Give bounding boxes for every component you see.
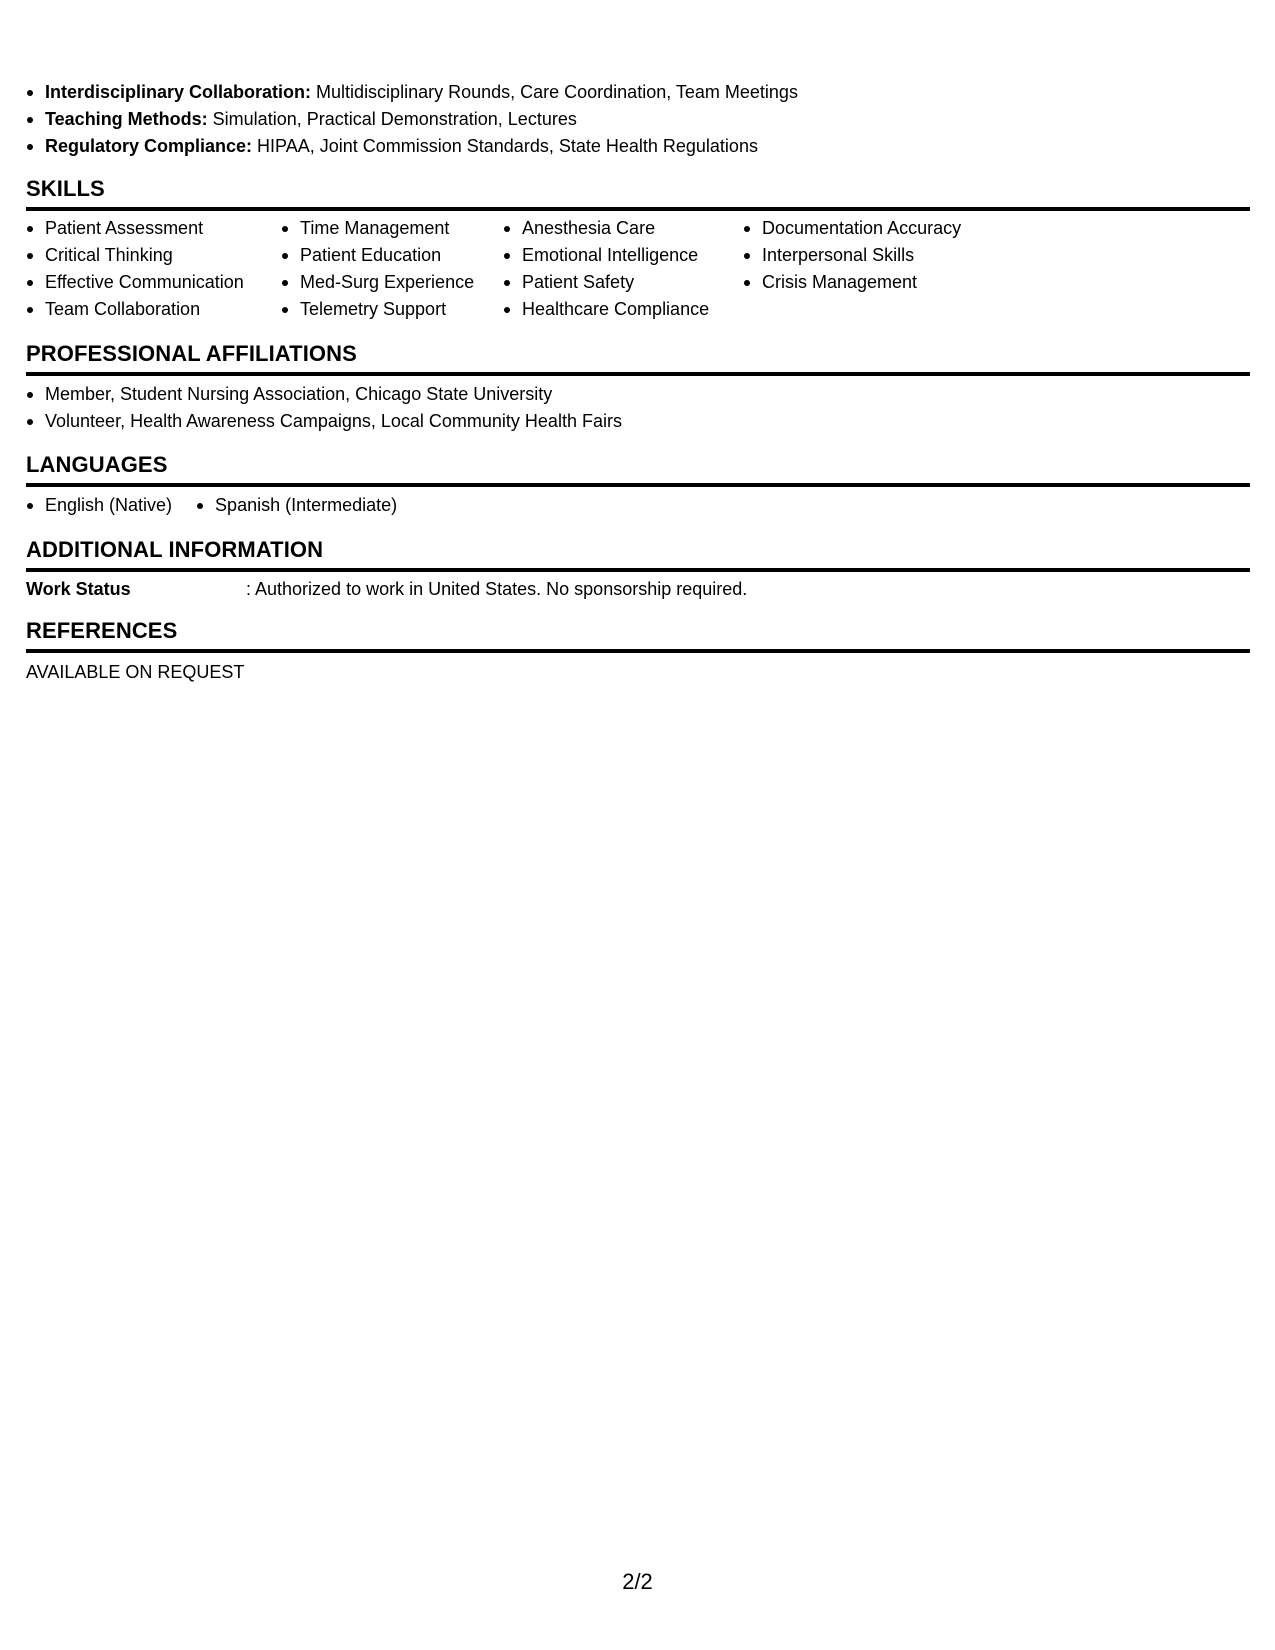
skill-item: Documentation Accuracy (743, 215, 1003, 242)
affiliation-item: Member, Student Nursing Association, Chicago State University (26, 381, 1250, 408)
skill-item: Patient Assessment (26, 215, 281, 242)
section-title-skills: SKILLS (26, 175, 1250, 211)
affiliations-list (26, 381, 1250, 435)
item-term: Interdisciplinary Collaboration: (45, 82, 312, 102)
item-text: Simulation, Practical Demonstration, Lectures (207, 109, 577, 129)
skill-item: Patient Education (281, 242, 503, 269)
page-number: 2/2 (622, 1569, 653, 1594)
skill-item: Telemetry Support (281, 296, 503, 323)
list-item (26, 79, 798, 106)
item-text: Multidisciplinary Rounds, Care Coordination, Team Meetings (311, 82, 798, 102)
references-section (26, 617, 1250, 686)
skill-item: Emotional Intelligence (503, 242, 743, 269)
skills-section (26, 175, 1250, 323)
skill-item: Time Management (281, 215, 503, 242)
section-title-affiliations: PROFESSIONAL AFFILIATIONS (26, 340, 1250, 376)
work-status-row (26, 576, 1250, 603)
skills-column (503, 215, 743, 323)
list-item (26, 106, 798, 133)
skills-column (743, 215, 1003, 323)
work-status-label: Work Status (26, 579, 131, 599)
skill-item: Healthcare Compliance (503, 296, 743, 323)
item-term: Regulatory Compliance: (45, 136, 253, 156)
item-text: HIPAA, Joint Commission Standards, State Health Regulations (252, 136, 758, 156)
skills-column (281, 215, 503, 323)
item-term: Teaching Methods: (45, 109, 208, 129)
skill-item: Critical Thinking (26, 242, 281, 269)
affiliation-item: Volunteer, Health Awareness Campaigns, Local Community Health Fairs (26, 408, 1250, 435)
language-item: English (Native) (26, 492, 172, 519)
affiliations-section (26, 340, 1250, 435)
references-text: AVAILABLE ON REQUEST (26, 662, 245, 682)
skills-column (26, 215, 281, 323)
skill-item: Interpersonal Skills (743, 242, 1003, 269)
section-title-references: REFERENCES (26, 617, 1250, 653)
work-status-value: : Authorized to work in United States. No sponsorship required. (246, 579, 748, 599)
skill-item: Effective Communication (26, 269, 281, 296)
competencies-list (26, 79, 798, 160)
skill-item: Anesthesia Care (503, 215, 743, 242)
skill-item: Patient Safety (503, 269, 743, 296)
section-title-additional-info: ADDITIONAL INFORMATION (26, 536, 1250, 572)
list-item (26, 133, 798, 160)
skills-grid (26, 215, 1250, 323)
skill-item: Crisis Management (743, 269, 1003, 296)
skill-item: Med-Surg Experience (281, 269, 503, 296)
languages-list (26, 492, 1250, 519)
section-title-languages: LANGUAGES (26, 451, 1250, 487)
language-item: Spanish (Intermediate) (196, 492, 397, 519)
additional-info-section (26, 536, 1250, 603)
resume-page (26, 0, 1250, 1650)
languages-section (26, 451, 1250, 519)
skill-item: Team Collaboration (26, 296, 281, 323)
